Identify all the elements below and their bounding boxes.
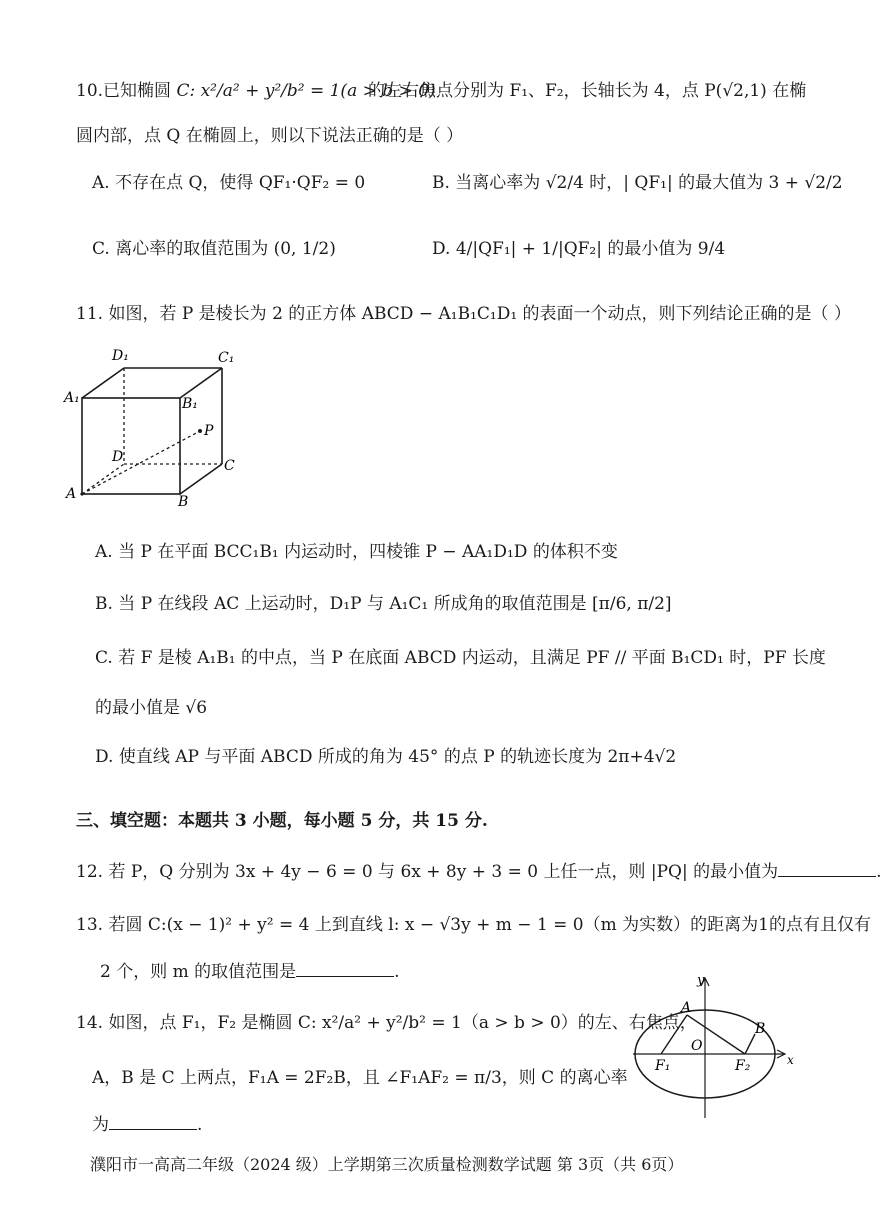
section-fill-in-heading: 三、填空题：本题共 3 小题，每小题 5 分，共 15 分. — [76, 811, 488, 831]
q10-ellipse-equation: C: x²/a² + y²/b² = 1(a > b > 0) — [176, 81, 436, 101]
q14-line2: A，B 是 C 上两点，F₁A = 2F₂B，且 ∠F₁AF₂ = π/3，则 C 的离心率 — [92, 1068, 628, 1088]
q11-option-b: B. 当 P 在线段 AC 上运动时，D₁P 与 A₁C₁ 所成角的取值范围是 [π/6, π/2] — [95, 594, 672, 614]
cube-label-a1: A₁ — [64, 390, 80, 406]
q10-option-c: C. 离心率的取值范围为 (0, 1/2) — [92, 239, 336, 259]
cube-label-d1: D₁ — [112, 348, 129, 364]
q10-stem-line2: 圆内部，点 Q 在椭圆上，则以下说法正确的是（ ） — [76, 126, 464, 146]
q13-line2 — [100, 957, 400, 982]
page-footer: 濮阳市一高高二年级（2024 级）上学期第三次质量检测数学试题 第 3页（共 6页） — [90, 1155, 684, 1174]
q14-line1: 14. 如图，点 F₁，F₂ 是椭圆 C: x²/a² + y²/b² = 1（a > b > 0）的左、右焦点， — [76, 1013, 697, 1033]
q10-stem-a: 已知椭圆 — [103, 81, 172, 101]
q12-end: . — [876, 862, 882, 882]
q12-text: 12. 若 P，Q 分别为 3x + 4y − 6 = 0 与 6x + 8y + 3 = 0 上任一点，则 |PQ| 的最小值为 — [76, 862, 779, 882]
q12-line — [76, 857, 882, 882]
q13-end: . — [394, 962, 400, 982]
q11-option-d: D. 使直线 AP 与平面 ABCD 所成的角为 45° 的点 P 的轨迹长度为 2π+4√2 — [95, 747, 677, 767]
cube-figure — [62, 340, 252, 510]
cube-label-p: P — [204, 423, 214, 439]
cube-label-b: B — [178, 494, 189, 510]
cube-label-c: C — [224, 458, 235, 474]
ellipse-label-x: x — [787, 1053, 794, 1067]
q11-option-a: A. 当 P 在平面 BCC₁B₁ 内运动时，四棱锥 P − AA₁D₁D 的体积不变 — [95, 542, 618, 562]
q11-option-c-line2: 的最小值是 √6 — [95, 698, 208, 718]
cube-label-c1: C₁ — [218, 350, 235, 366]
q13-text: 2 个，则 m 的取值范围是 — [100, 962, 297, 982]
ellipse-label-o: O — [691, 1038, 703, 1054]
q11-stem: 11. 如图，若 P 是棱长为 2 的正方体 ABCD − A₁B₁C₁D₁ 的表面一个动点，则下列结论正确的是（ ） — [76, 304, 851, 324]
q13-answer-blank[interactable] — [296, 976, 394, 977]
q14-text: 为 — [92, 1115, 109, 1135]
q14-answer-blank[interactable] — [109, 1129, 197, 1130]
q14-line3 — [92, 1110, 202, 1135]
q10-stem-line1-b: 的左右焦点分别为 F₁、F₂，长轴长为 4，点 P(√2,1) 在椭 — [368, 81, 807, 101]
q14-end: . — [197, 1115, 203, 1135]
ellipse-label-a: A — [681, 1000, 692, 1016]
ellipse-label-b: B — [755, 1021, 766, 1037]
q11-option-c-line1: C. 若 F 是棱 A₁B₁ 的中点，当 P 在底面 ABCD 内运动，且满足 PF // 平面 B₁CD₁ 时，PF 长度 — [95, 648, 826, 668]
q10-number: 10. — [76, 81, 104, 101]
q10-option-b: B. 当离心率为 √2/4 时，| QF₁| 的最大值为 3 + √2/2 — [432, 173, 843, 193]
ellipse-label-f1: F₁ — [655, 1058, 671, 1074]
cube-label-a: A — [66, 486, 77, 502]
q10-option-d: D. 4/|QF₁| + 1/|QF₂| 的最小值为 9/4 — [432, 239, 726, 259]
ellipse-label-f2: F₂ — [735, 1058, 751, 1074]
ellipse-label-y: y — [697, 973, 705, 988]
q10-option-a: A. 不存在点 Q，使得 QF₁·QF₂ = 0 — [92, 173, 366, 193]
q13-line1: 13. 若圆 C:(x − 1)² + y² = 4 上到直线 l: x − √3y + m − 1 = 0（m 为实数）的距离为1的点有且仅有 — [76, 915, 871, 935]
cube-label-b1: B₁ — [182, 396, 198, 412]
q12-answer-blank[interactable] — [778, 876, 876, 877]
ellipse-figure — [625, 972, 795, 1122]
cube-label-d: D — [112, 449, 124, 465]
